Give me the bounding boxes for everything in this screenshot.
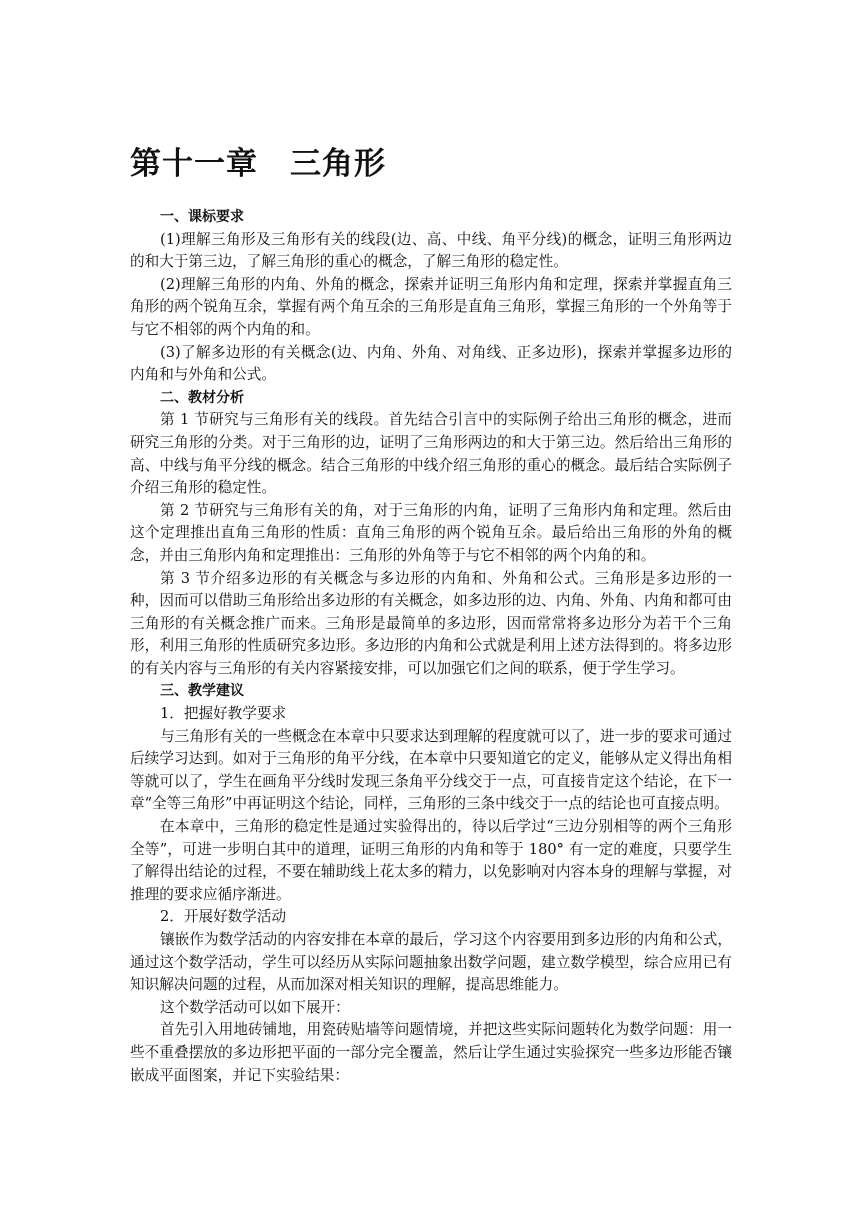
paragraph: 第 1 节研究与三角形有关的线段。首先结合引言中的实际例子给出三角形的概念，进而研究三角形的分类。对于三角形的边，证明了三角形两边的和大于第三边。然后给出三角形的高、中线与角平分线的概念。结合三角形的中线介绍三角形的重心的概念。最后结合实际例子介绍三角形的稳定性。 (130, 411, 732, 497)
document-body (130, 206, 732, 1087)
paragraph: (1)理解三角形及三角形有关的线段(边、高、中线、角平分线)的概念，证明三角形两边的和大于第三边，了解三角形的重心的概念，了解三角形的稳定性。 (130, 230, 732, 271)
paragraph: 首先引入用地砖铺地，用瓷砖贴墙等问题情境，并把这些实际问题转化为数学问题：用一些不重叠摆放的多边形把平面的一部分完全覆盖，然后让学生通过实验探究一些多边形能否镶嵌成平面图案，并记下实验结果： (130, 1021, 732, 1084)
paragraph: 第 3 节介绍多边形的有关概念与多边形的内角和、外角和公式。三角形是多边形的一种，因而可以借助三角形给出多边形的有关概念，如多边形的边、内角、外角、内角和都可由三角形的有关概念推广而来。三角形是最简单的多边形，因而常常将多边形分为若干个三角形，利用三角形的性质研究多边形。多边形的内角和公式就是利用上述方法得到的。将多边形的有关内容与三角形的有关内容紧接安排，可以加强它们之间的联系，便于学生学习。 (130, 569, 732, 677)
section-heading-teaching-suggestions: 三、教学建议 (160, 683, 244, 700)
chapter-title: 第十一章 三角形 (130, 146, 386, 182)
paragraph: 这个数学活动可以如下展开： (160, 998, 350, 1016)
subheading: 2．开展好数学活动 (160, 908, 287, 926)
section-heading-textbook-analysis: 二、教材分析 (160, 389, 244, 406)
paragraph: 镶嵌作为数学活动的内容安排在本章的最后，学习这个内容要用到多边形的内角和公式，通过这个数学活动，学生可以经历从实际问题抽象出数学问题，建立数学模型，综合应用已有知识解决问题的过程，从而加深对相关知识的理解，提高思维能力。 (130, 931, 732, 994)
paragraph: (3)了解多边形的有关概念(边、内角、外角、对角线、正多边形)，探索并掌握多边形的内角和与外角和公式。 (130, 343, 732, 384)
subheading: 1．把握好教学要求 (160, 705, 287, 723)
section-heading-curriculum: 一、课标要求 (160, 209, 244, 225)
paragraph: 在本章中，三角形的稳定性是通过实验得出的，待以后学过“三边分别相等的两个三角形全等”，可进一步明白其中的道理，证明三角形的内角和等于 180° 有一定的难度，只要学生了解得出结论的过程，不要在辅助线上花太多的精力，以免影响对内容本身的理解与掌握，对推理的要求应循序渐进。 (130, 818, 732, 903)
paragraph: 第 2 节研究与三角形有关的角，对于三角形的内角，证明了三角形内角和定理。然后由这个定理推出直角三角形的性质：直角三角形的两个锐角互余。最后给出三角形的外角的概念，并由三角形内角和定理推出：三角形的外角等于与它不相邻的两个内角的和。 (130, 501, 732, 564)
paragraph: (2)理解三角形的内角、外角的概念，探索并证明三角形内角和定理，探索并掌握直角三角形的两个锐角互余，掌握有两个角互余的三角形是直角三角形，掌握三角形的一个外角等于与它不相邻的两个内角的和。 (130, 275, 732, 338)
paragraph: 与三角形有关的一些概念在本章中只要求达到理解的程度就可以了，进一步的要求可通过后续学习达到。如对于三角形的角平分线，在本章中只要知道它的定义，能够从定义得出角相等就可以了，学生在画角平分线时发现三条角平分线交于一点，可直接肯定这个结论，在下一章“全等三角形”中再证明这个结论，同样，三角形的三条中线交于一点的结论也可直接点明。 (130, 727, 732, 813)
